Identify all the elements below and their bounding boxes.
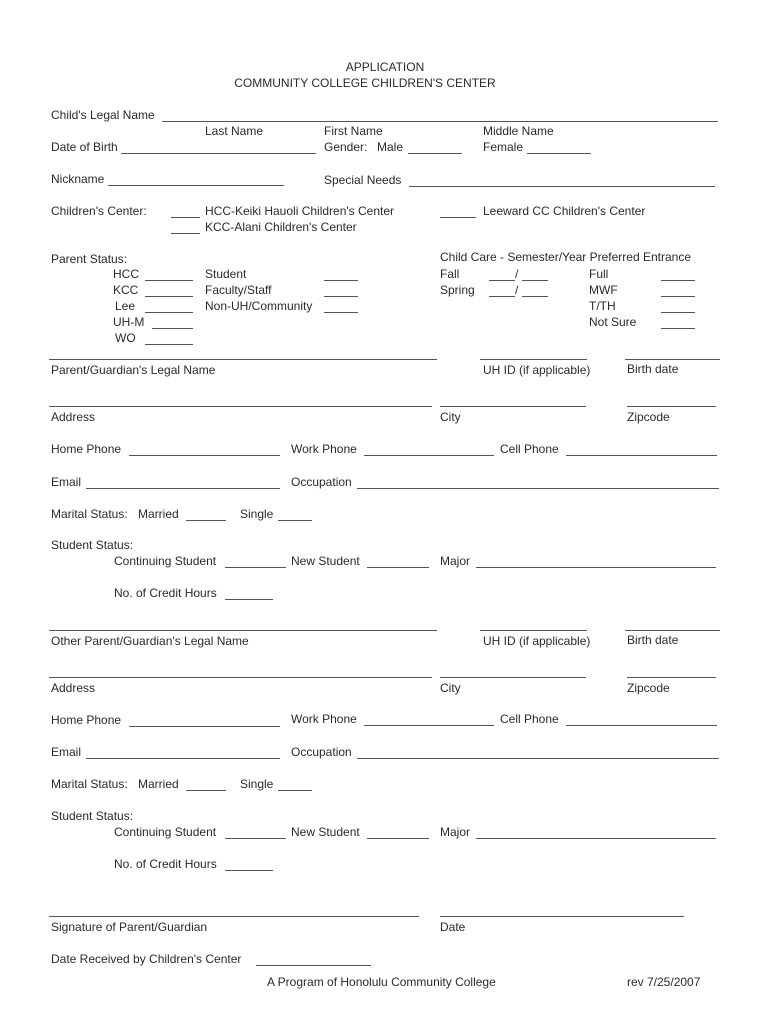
last-name-caption: Last Name	[205, 124, 264, 138]
parent1-work-phone-field[interactable]	[364, 455, 494, 456]
parent1-credit-hours-label: No. of Credit Hours	[114, 586, 217, 600]
kcc-center-label: KCC-Alani Children's Center	[205, 220, 357, 234]
college-lee-field[interactable]	[145, 312, 193, 313]
schedule-notsure-label: Not Sure	[589, 315, 637, 329]
parent2-cell-phone-field[interactable]	[566, 725, 717, 726]
parent2-work-phone-label: Work Phone	[291, 712, 357, 726]
gender-male-label: Male	[377, 140, 404, 154]
special-needs-field[interactable]	[409, 186, 715, 187]
parent1-email-label: Email	[51, 475, 82, 489]
schedule-mwf-field[interactable]	[661, 296, 695, 297]
parent2-uhid-field[interactable]	[480, 630, 587, 631]
parent2-occupation-label: Occupation	[291, 745, 352, 759]
fall-semester-field[interactable]	[489, 280, 515, 281]
parent2-name-field[interactable]	[49, 630, 437, 631]
parent2-new-student-field[interactable]	[367, 838, 429, 839]
form-title: APPLICATION	[345, 60, 425, 74]
type-student-field[interactable]	[324, 280, 358, 281]
parent2-cell-phone-label: Cell Phone	[500, 712, 559, 726]
parent1-occupation-label: Occupation	[291, 475, 352, 489]
type-community-label: Non-UH/Community	[205, 299, 313, 313]
schedule-full-field[interactable]	[661, 280, 695, 281]
parent2-zipcode-label: Zipcode	[627, 681, 670, 695]
special-needs-label: Special Needs	[324, 173, 402, 187]
parent1-zipcode-field[interactable]	[627, 406, 716, 407]
college-lee-label: Lee	[115, 299, 136, 313]
schedule-full-label: Full	[589, 267, 609, 281]
gender-label: Gender:	[324, 140, 368, 154]
schedule-tth-field[interactable]	[661, 312, 695, 313]
parent1-cell-phone-label: Cell Phone	[500, 442, 559, 456]
parent2-new-student-label: New Student	[291, 825, 360, 839]
parent1-city-label: City	[440, 410, 461, 424]
parent1-address-label: Address	[51, 410, 96, 424]
parent2-address-field[interactable]	[49, 677, 432, 678]
signature-date-label: Date	[440, 920, 466, 934]
type-student-label: Student	[205, 267, 247, 281]
schedule-tth-label: T/TH	[589, 299, 616, 313]
spring-semester-field[interactable]	[489, 296, 515, 297]
parent2-credit-hours-label: No. of Credit Hours	[114, 857, 217, 871]
parent2-birthdate-label: Birth date	[627, 633, 679, 647]
form-subtitle: COMMUNITY COLLEGE CHILDREN'S CENTER	[234, 76, 496, 90]
college-kcc-field[interactable]	[145, 296, 193, 297]
parent1-married-field[interactable]	[186, 520, 226, 521]
parent1-major-field[interactable]	[476, 567, 716, 568]
leeward-center-label: Leeward CC Children's Center	[483, 204, 646, 218]
date-received-field[interactable]	[256, 965, 371, 966]
parent2-continuing-field[interactable]	[225, 838, 286, 839]
parent2-married-field[interactable]	[186, 790, 226, 791]
parent2-city-label: City	[440, 681, 461, 695]
child-legal-name-label: Child's Legal Name	[51, 108, 155, 122]
dob-field[interactable]	[121, 153, 316, 154]
college-hcc-label: HCC	[113, 267, 139, 281]
college-kcc-label: KCC	[113, 283, 139, 297]
parent1-name-field[interactable]	[49, 359, 437, 360]
parent1-single-label: Single	[240, 507, 274, 521]
entrance-fall-label: Fall	[440, 267, 460, 281]
gender-female-field[interactable]	[527, 153, 591, 154]
parent1-zipcode-label: Zipcode	[627, 410, 670, 424]
college-uhm-label: UH-M	[113, 315, 145, 329]
dob-label: Date of Birth	[51, 140, 118, 154]
parent2-student-status-label: Student Status:	[51, 809, 134, 823]
parent1-single-field[interactable]	[278, 520, 312, 521]
parent2-email-field[interactable]	[86, 758, 280, 759]
spring-year-field[interactable]	[522, 296, 548, 297]
parent1-home-phone-label: Home Phone	[51, 442, 122, 456]
nickname-field[interactable]	[108, 185, 284, 186]
parent2-marital-label: Marital Status:	[51, 777, 128, 791]
nickname-label: Nickname	[51, 172, 105, 186]
parent2-home-phone-label: Home Phone	[51, 713, 122, 727]
hcc-center-label: HCC-Keiki Hauoli Children's Center	[205, 204, 395, 218]
parent1-address-field[interactable]	[49, 406, 432, 407]
type-faculty-label: Faculty/Staff	[205, 283, 272, 297]
parent2-major-field[interactable]	[476, 838, 716, 839]
parent1-new-student-label: New Student	[291, 554, 360, 568]
parent1-email-field[interactable]	[86, 488, 280, 489]
date-received-label: Date Received by Children's Center	[51, 952, 242, 966]
spring-slash: /	[515, 283, 519, 297]
parent1-uhid-field[interactable]	[480, 359, 587, 360]
parent2-home-phone-field[interactable]	[129, 726, 280, 727]
parent1-city-field[interactable]	[440, 406, 586, 407]
parent1-student-status-label: Student Status:	[51, 538, 134, 552]
first-name-caption: First Name	[324, 124, 383, 138]
parent1-uhid-label: UH ID (if applicable)	[483, 363, 591, 377]
parent2-email-label: Email	[51, 745, 82, 759]
program-footer: A Program of Honolulu Community College	[267, 975, 496, 989]
parent2-credit-hours-field[interactable]	[225, 870, 273, 871]
child-legal-name-field[interactable]	[162, 121, 718, 122]
parent2-uhid-label: UH ID (if applicable)	[483, 634, 591, 648]
parent2-occupation-field[interactable]	[357, 758, 719, 759]
parent1-occupation-field[interactable]	[357, 488, 719, 489]
parent2-zipcode-field[interactable]	[627, 677, 716, 678]
schedule-mwf-label: MWF	[589, 283, 618, 297]
college-wo-label: WO	[115, 331, 136, 345]
gender-female-label: Female	[483, 140, 524, 154]
signature-field[interactable]	[49, 916, 419, 917]
middle-name-caption: Middle Name	[483, 124, 554, 138]
parent2-city-field[interactable]	[440, 677, 586, 678]
parent2-married-label: Married	[138, 777, 179, 791]
hcc-center-checkbox[interactable]	[171, 217, 200, 218]
parent1-birthdate-label: Birth date	[627, 362, 679, 376]
signature-label: Signature of Parent/Guardian	[51, 920, 208, 934]
college-hcc-field[interactable]	[145, 280, 193, 281]
kcc-center-checkbox[interactable]	[171, 233, 200, 234]
parent2-address-label: Address	[51, 681, 96, 695]
parent1-name-label: Parent/Guardian's Legal Name	[51, 363, 216, 377]
parent1-married-label: Married	[138, 507, 179, 521]
parent1-continuing-field[interactable]	[225, 567, 286, 568]
entrance-spring-label: Spring	[440, 283, 475, 297]
parent2-work-phone-field[interactable]	[364, 725, 494, 726]
revision-date: rev 7/25/2007	[627, 975, 701, 989]
parent2-birthdate-field[interactable]	[625, 630, 720, 631]
college-wo-field[interactable]	[145, 344, 193, 345]
parent2-single-label: Single	[240, 777, 274, 791]
gender-male-field[interactable]	[408, 153, 462, 154]
signature-date-field[interactable]	[440, 916, 684, 917]
parent2-continuing-label: Continuing Student	[114, 825, 217, 839]
parent1-new-student-field[interactable]	[367, 567, 429, 568]
parent1-cell-phone-field[interactable]	[566, 455, 717, 456]
parent1-home-phone-field[interactable]	[129, 455, 280, 456]
parent1-birthdate-field[interactable]	[625, 359, 720, 360]
parent1-major-label: Major	[440, 554, 471, 568]
fall-slash: /	[515, 267, 519, 281]
parent1-marital-label: Marital Status:	[51, 507, 128, 521]
child-care-label: Child Care - Semester/Year Preferred Entrance	[440, 250, 692, 264]
parent-status-label: Parent Status:	[51, 252, 128, 266]
type-community-field[interactable]	[324, 312, 358, 313]
parent2-name-label: Other Parent/Guardian's Legal Name	[51, 634, 249, 648]
parent2-major-label: Major	[440, 825, 471, 839]
type-faculty-field[interactable]	[324, 296, 358, 297]
leeward-center-checkbox[interactable]	[440, 217, 476, 218]
schedule-notsure-field[interactable]	[661, 328, 695, 329]
parent1-continuing-label: Continuing Student	[114, 554, 217, 568]
fall-year-field[interactable]	[522, 280, 548, 281]
college-uhm-field[interactable]	[152, 328, 193, 329]
parent2-single-field[interactable]	[278, 790, 312, 791]
parent1-work-phone-label: Work Phone	[291, 442, 357, 456]
parent1-credit-hours-field[interactable]	[225, 599, 273, 600]
childrens-center-label: Children's Center:	[51, 204, 147, 218]
